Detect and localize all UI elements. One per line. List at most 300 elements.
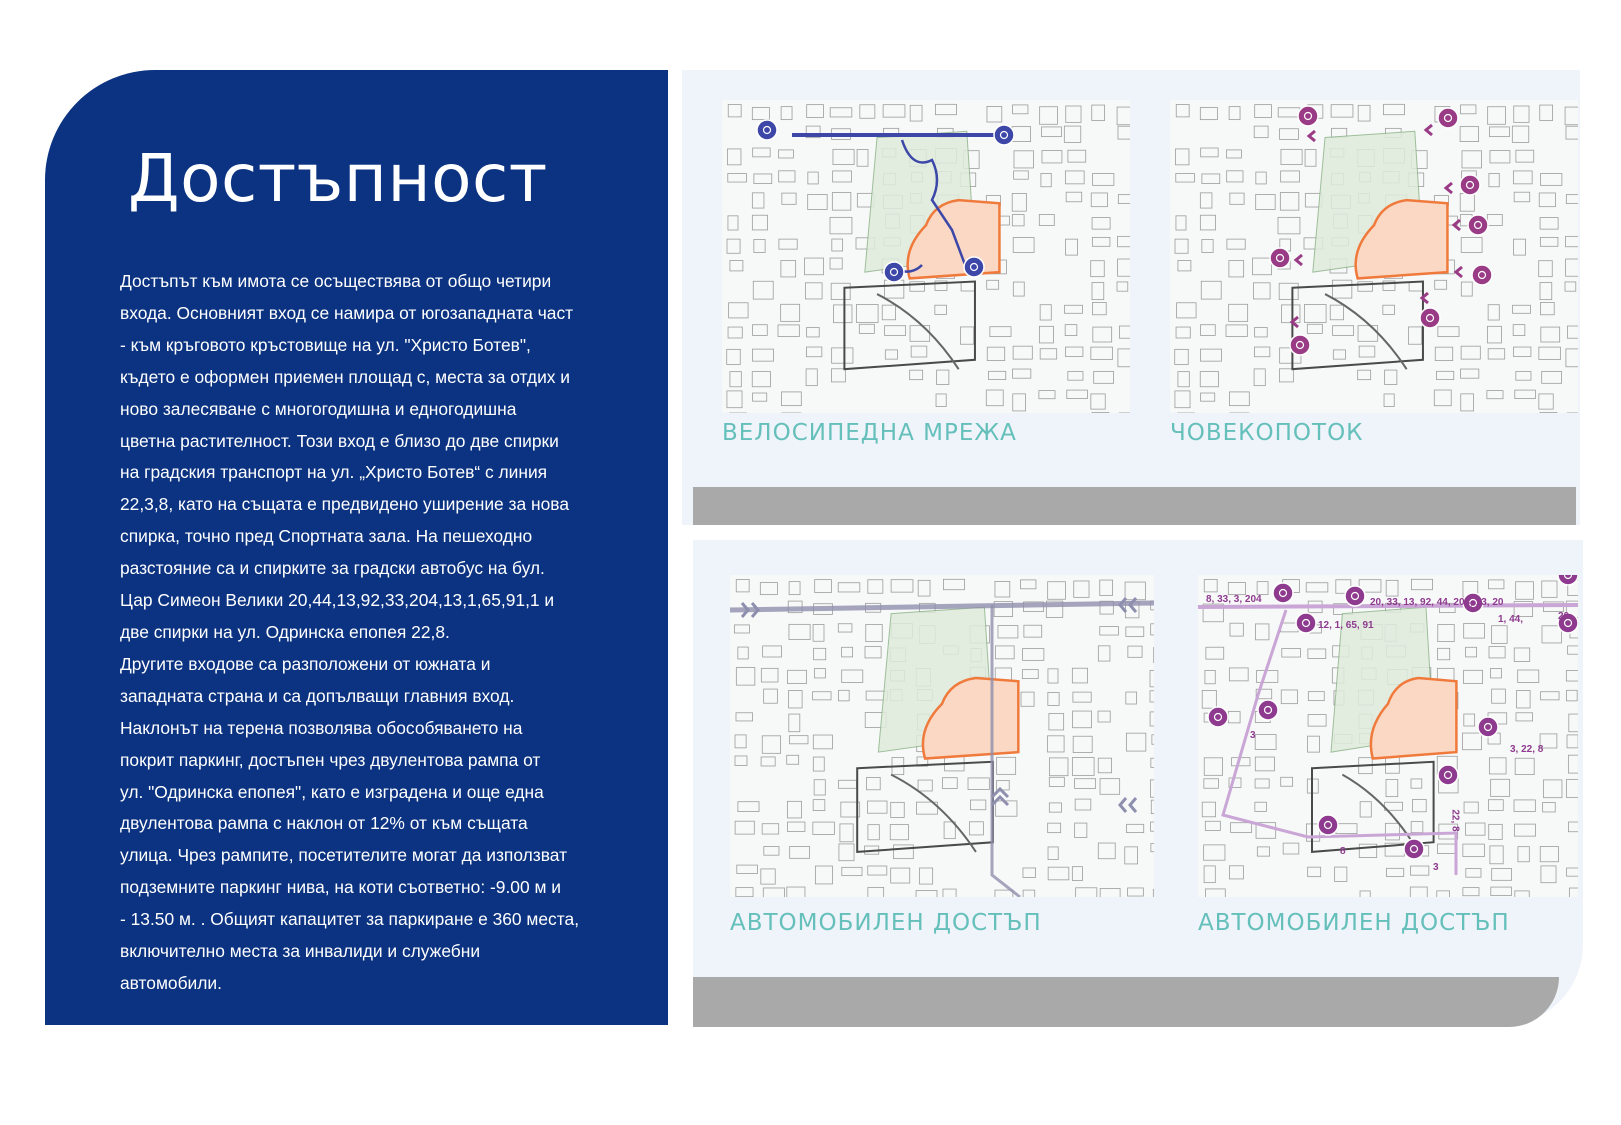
building-block bbox=[1566, 780, 1578, 798]
building-block bbox=[1206, 647, 1224, 659]
bus-icon bbox=[1273, 583, 1293, 603]
building-block bbox=[1066, 239, 1078, 255]
building-block bbox=[806, 369, 817, 386]
building-block bbox=[1021, 580, 1036, 589]
bus-icon bbox=[1558, 575, 1578, 585]
building-block bbox=[1065, 171, 1084, 184]
building-block bbox=[1461, 105, 1476, 114]
building-block bbox=[1227, 171, 1243, 182]
building-block bbox=[1040, 107, 1058, 125]
pedestrian-flow-map bbox=[1170, 100, 1578, 413]
building-block bbox=[1075, 799, 1091, 810]
building-block bbox=[1228, 712, 1240, 723]
building-block bbox=[1153, 889, 1154, 897]
building-block bbox=[1385, 823, 1399, 840]
building-block bbox=[1515, 758, 1534, 774]
building-block bbox=[1023, 890, 1035, 897]
building-block bbox=[1408, 327, 1421, 344]
bus-icon bbox=[1318, 815, 1338, 835]
building-block bbox=[998, 626, 1018, 638]
building-block bbox=[1466, 869, 1481, 878]
building-block bbox=[1331, 105, 1353, 117]
building-block bbox=[1013, 105, 1028, 114]
building-block bbox=[1518, 670, 1539, 682]
building-block bbox=[1464, 623, 1485, 638]
building-block bbox=[842, 867, 862, 875]
building-block bbox=[1539, 193, 1555, 207]
building-block bbox=[1256, 172, 1266, 184]
building-block bbox=[814, 648, 826, 659]
building-block bbox=[764, 689, 778, 703]
building-block bbox=[1014, 171, 1029, 179]
building-block bbox=[1306, 583, 1328, 592]
building-block bbox=[1255, 735, 1276, 750]
building-block bbox=[736, 888, 753, 897]
building-block bbox=[1409, 282, 1423, 291]
building-block bbox=[1539, 261, 1553, 277]
building-block bbox=[1461, 282, 1472, 296]
building-block bbox=[1073, 736, 1092, 752]
building-block bbox=[781, 392, 801, 406]
building-block bbox=[1176, 104, 1189, 116]
building-block bbox=[789, 714, 800, 732]
building-block bbox=[1202, 802, 1215, 817]
building-block bbox=[936, 394, 946, 407]
building-block bbox=[1068, 150, 1086, 162]
building-block bbox=[1515, 891, 1529, 897]
building-block bbox=[1150, 670, 1154, 686]
building-block bbox=[1230, 623, 1243, 636]
bus-icon bbox=[1208, 707, 1228, 727]
building-block bbox=[1412, 799, 1426, 811]
building-block bbox=[1438, 648, 1450, 659]
paragraph-1: Достъпът към имота се осъществява от общо четири входа. Основният вход се намира от югозападната част - към кръговото кръстовище на ул. "Христо Ботев", където е оформен приемен площад с, места за отдих и ново залесяване с многогодишна и едногодишна цветна растителност. Този вход е близо до две спирки на градския транспорт на ул. „Христо Ботев“ с линия 22,3,8, като на същата е предвидено уширение за нова спирка, точно пред Спортната зала. На пешеходно разстояние са и спирките за градски автобус на бул. Цар Симеон Велики 20,44,13,92,33,204,13,1,65,91,1 и две спирки на ул. Одринска епопея 22,8. bbox=[120, 271, 574, 642]
bicycle-icon bbox=[757, 120, 777, 140]
building-block bbox=[918, 580, 930, 596]
building-block bbox=[1255, 779, 1269, 788]
building-block bbox=[1569, 714, 1578, 732]
building-block bbox=[910, 105, 922, 121]
building-block bbox=[1091, 261, 1105, 277]
bus-icon bbox=[1258, 700, 1278, 720]
building-block bbox=[1488, 107, 1506, 125]
building-block bbox=[1175, 391, 1190, 408]
pedestrian-icon bbox=[1438, 108, 1458, 128]
building-block bbox=[1255, 802, 1267, 811]
building-block bbox=[761, 757, 775, 766]
building-block bbox=[1383, 305, 1395, 314]
pedestrian-icon bbox=[1290, 335, 1310, 355]
building-block bbox=[1280, 129, 1299, 140]
building-block bbox=[815, 866, 832, 884]
building-block bbox=[1281, 777, 1293, 786]
building-block bbox=[1151, 624, 1154, 635]
building-block bbox=[1541, 327, 1560, 342]
building-block bbox=[1358, 370, 1371, 379]
building-block bbox=[789, 624, 810, 639]
building-block bbox=[885, 350, 897, 359]
building-block bbox=[1012, 193, 1026, 211]
building-block bbox=[1308, 649, 1326, 659]
page-title: Достъпност bbox=[128, 140, 548, 217]
building-block bbox=[910, 370, 923, 379]
building-block bbox=[1330, 305, 1343, 320]
building-block bbox=[1040, 349, 1057, 359]
building-block bbox=[1226, 325, 1247, 337]
building-block bbox=[1042, 151, 1062, 163]
building-block bbox=[1048, 823, 1061, 832]
building-block bbox=[1202, 174, 1220, 184]
building-block bbox=[752, 108, 769, 120]
pedestrian-icon bbox=[1472, 265, 1492, 285]
building-block bbox=[1204, 845, 1225, 860]
bus-lines-label: 20, 33, 13, 92, 44, 204, 13, 20 bbox=[1370, 597, 1504, 608]
building-block bbox=[868, 580, 883, 594]
building-block bbox=[944, 822, 955, 839]
public-transport-label: АВТОМОБИЛЕН ДОСТЪП bbox=[1198, 910, 1510, 936]
building-block bbox=[1489, 127, 1509, 137]
pedestrian-icon bbox=[1420, 308, 1440, 328]
building-block bbox=[1333, 350, 1345, 359]
building-block bbox=[1126, 627, 1144, 637]
building-block bbox=[1013, 282, 1024, 296]
bus-lines-label: 8, 33, 3, 204 bbox=[1206, 594, 1262, 605]
building-block bbox=[1014, 151, 1033, 168]
building-block bbox=[1492, 868, 1512, 880]
building-block bbox=[1175, 349, 1189, 364]
building-block bbox=[806, 347, 821, 357]
building-block bbox=[1178, 372, 1189, 387]
building-block bbox=[1516, 582, 1534, 600]
building-block bbox=[1126, 733, 1145, 751]
building-block bbox=[1542, 371, 1562, 383]
building-block bbox=[935, 305, 947, 314]
building-block bbox=[1176, 174, 1195, 183]
pedestrian-icon bbox=[1270, 248, 1290, 268]
building-block bbox=[760, 583, 777, 595]
path-curve bbox=[1342, 775, 1418, 852]
building-block bbox=[833, 305, 851, 323]
building-block bbox=[1200, 215, 1215, 230]
building-block bbox=[1489, 824, 1503, 839]
car-access-map bbox=[730, 575, 1154, 897]
building-block bbox=[1411, 779, 1422, 788]
building-block bbox=[1229, 107, 1240, 120]
building-block bbox=[1200, 193, 1212, 208]
building-block bbox=[1092, 302, 1106, 314]
building-block bbox=[1540, 302, 1554, 314]
pedestrian-icon bbox=[1468, 215, 1488, 235]
building-block bbox=[1513, 305, 1531, 313]
building-block bbox=[839, 844, 854, 861]
building-block bbox=[814, 780, 825, 795]
building-block bbox=[1514, 239, 1526, 255]
building-block bbox=[1200, 108, 1217, 120]
building-block bbox=[1487, 391, 1503, 399]
building-block bbox=[1304, 305, 1326, 323]
building-block bbox=[1100, 580, 1113, 595]
building-block bbox=[1278, 108, 1300, 117]
building-block bbox=[1255, 105, 1272, 118]
building-block bbox=[1565, 282, 1576, 291]
building-block bbox=[1072, 867, 1082, 881]
building-block bbox=[1151, 822, 1154, 831]
building-block bbox=[1073, 692, 1091, 702]
building-block bbox=[1256, 194, 1275, 209]
building-block bbox=[960, 327, 973, 344]
chevron-icon bbox=[1309, 131, 1315, 141]
building-block bbox=[1065, 325, 1077, 336]
building-block bbox=[1489, 173, 1499, 186]
building-block bbox=[727, 149, 741, 165]
building-block bbox=[942, 778, 957, 789]
building-block bbox=[781, 304, 800, 321]
building-block bbox=[1126, 692, 1137, 704]
building-block bbox=[1200, 372, 1218, 387]
building-block bbox=[1118, 236, 1130, 246]
building-block bbox=[1074, 581, 1089, 597]
bus-icon bbox=[1404, 839, 1424, 859]
building-block bbox=[1566, 195, 1578, 204]
building-block bbox=[968, 778, 989, 790]
building-block bbox=[1565, 107, 1578, 125]
building-block bbox=[1119, 326, 1130, 338]
building-block bbox=[1231, 823, 1252, 833]
building-block bbox=[1118, 126, 1130, 139]
building-block bbox=[1254, 369, 1265, 386]
building-block bbox=[735, 735, 746, 748]
building-block bbox=[1488, 349, 1505, 359]
building-block bbox=[1229, 304, 1248, 321]
chevron-icon bbox=[1456, 267, 1462, 277]
building-block bbox=[990, 327, 1011, 337]
building-block bbox=[987, 280, 999, 289]
building-block bbox=[1255, 327, 1268, 336]
building-block bbox=[838, 583, 860, 592]
building-block bbox=[833, 171, 852, 182]
building-block bbox=[1076, 888, 1097, 897]
building-block bbox=[814, 669, 825, 678]
building-block bbox=[1360, 802, 1371, 817]
building-block bbox=[805, 258, 824, 275]
building-block bbox=[1463, 844, 1485, 856]
building-block bbox=[1012, 215, 1024, 226]
building-block bbox=[833, 149, 854, 164]
building-block bbox=[781, 261, 796, 277]
building-block bbox=[727, 239, 740, 253]
building-block bbox=[1566, 671, 1578, 681]
building-block bbox=[1281, 171, 1300, 182]
body-text bbox=[120, 266, 610, 1000]
building-block bbox=[1039, 391, 1055, 399]
building-block bbox=[738, 647, 748, 659]
pedestrian-icon bbox=[1298, 106, 1318, 126]
bus-lines-label: 12, 1, 65, 91 bbox=[1318, 620, 1374, 631]
building-block bbox=[1308, 715, 1326, 727]
building-block bbox=[789, 690, 803, 707]
building-block bbox=[1049, 803, 1061, 812]
chevron-icon bbox=[992, 789, 1008, 805]
building-block bbox=[1176, 216, 1186, 230]
building-block bbox=[1336, 824, 1357, 834]
building-block bbox=[1228, 583, 1245, 595]
building-block bbox=[736, 668, 755, 686]
building-block bbox=[727, 391, 742, 408]
building-block bbox=[1489, 647, 1505, 658]
building-block bbox=[995, 646, 1014, 659]
building-block bbox=[1204, 866, 1215, 883]
card-shadow-bottom bbox=[693, 977, 1559, 1027]
building-block bbox=[1386, 580, 1398, 596]
building-block bbox=[1489, 580, 1504, 589]
building-block bbox=[1152, 735, 1154, 744]
chevron-icon bbox=[1446, 183, 1452, 193]
building-block bbox=[778, 150, 793, 158]
building-block bbox=[987, 106, 1002, 122]
building-block bbox=[1255, 757, 1274, 771]
building-block bbox=[860, 105, 875, 119]
building-block bbox=[1200, 325, 1215, 336]
building-block bbox=[781, 107, 792, 120]
building-block bbox=[1022, 670, 1038, 679]
road-line bbox=[730, 603, 1154, 610]
building-block bbox=[1041, 173, 1051, 186]
building-block bbox=[790, 846, 810, 858]
building-block bbox=[1514, 800, 1535, 812]
building-block bbox=[729, 303, 748, 318]
card-shadow-top bbox=[693, 487, 1576, 525]
building-block bbox=[1438, 625, 1454, 642]
building-block bbox=[1489, 758, 1506, 774]
bicycle-network-map bbox=[722, 100, 1130, 413]
building-block bbox=[1308, 736, 1320, 752]
building-block bbox=[1462, 151, 1481, 168]
building-block bbox=[1516, 713, 1533, 721]
building-block bbox=[1542, 581, 1557, 597]
building-block bbox=[778, 325, 799, 337]
building-block bbox=[1098, 711, 1110, 722]
building-block bbox=[753, 393, 767, 401]
building-block bbox=[838, 624, 852, 632]
building-block bbox=[1465, 823, 1485, 835]
building-block bbox=[1279, 283, 1298, 299]
building-block bbox=[752, 349, 773, 361]
building-block bbox=[1072, 668, 1087, 683]
building-block bbox=[1128, 646, 1142, 657]
building-block bbox=[1541, 692, 1559, 700]
building-block bbox=[763, 888, 784, 897]
building-block bbox=[1024, 625, 1042, 637]
building-block bbox=[813, 822, 835, 834]
building-block bbox=[1490, 151, 1510, 163]
building-block bbox=[1091, 394, 1105, 409]
building-block bbox=[1492, 626, 1508, 644]
bicycle-icon bbox=[994, 125, 1014, 145]
building-block bbox=[735, 756, 747, 765]
building-block bbox=[1041, 127, 1061, 137]
building-block bbox=[1257, 671, 1278, 683]
building-block bbox=[891, 802, 905, 817]
building-block bbox=[1278, 217, 1300, 233]
building-block bbox=[1512, 126, 1528, 142]
building-block bbox=[1463, 733, 1482, 750]
building-block bbox=[1543, 802, 1556, 811]
bus-lines-label: 22, 8 bbox=[1449, 809, 1461, 832]
building-block bbox=[815, 580, 832, 593]
bus-icon bbox=[1345, 586, 1365, 606]
building-block bbox=[1013, 394, 1026, 411]
building-block bbox=[890, 825, 908, 840]
building-block bbox=[831, 283, 850, 299]
building-block bbox=[1117, 107, 1130, 125]
building-block bbox=[866, 625, 882, 642]
building-block bbox=[727, 349, 741, 364]
building-block bbox=[764, 847, 779, 856]
building-block bbox=[730, 260, 743, 270]
building-block bbox=[1540, 283, 1552, 300]
building-block bbox=[1205, 821, 1220, 830]
building-block bbox=[1068, 372, 1083, 381]
building-block bbox=[1047, 736, 1064, 752]
building-block bbox=[790, 736, 808, 744]
building-block bbox=[1150, 712, 1154, 726]
building-block bbox=[1540, 105, 1553, 120]
building-block bbox=[752, 215, 767, 230]
building-block bbox=[859, 324, 874, 333]
building-block bbox=[737, 865, 758, 873]
sports-complex bbox=[857, 762, 993, 852]
building-block bbox=[1176, 327, 1190, 338]
building-block bbox=[1039, 326, 1053, 343]
building-block bbox=[1229, 866, 1243, 879]
building-block bbox=[1202, 239, 1213, 252]
pedestrian-flow-label: ЧОВЕКОПОТОК bbox=[1170, 420, 1364, 446]
building-block bbox=[1411, 579, 1432, 589]
building-block bbox=[761, 668, 778, 682]
building-block bbox=[987, 347, 1004, 360]
building-block bbox=[831, 369, 845, 382]
chevron-icon bbox=[1426, 125, 1432, 135]
building-block bbox=[1308, 692, 1324, 701]
building-block bbox=[1177, 303, 1196, 318]
building-block bbox=[1464, 714, 1475, 726]
building-block bbox=[1100, 888, 1120, 897]
building-block bbox=[1201, 281, 1221, 299]
building-block bbox=[736, 579, 749, 591]
bus-lines-label: 1, 44, bbox=[1498, 614, 1524, 625]
building-block bbox=[1280, 193, 1299, 211]
building-block bbox=[728, 216, 738, 230]
building-block bbox=[997, 757, 1016, 774]
building-block bbox=[1128, 888, 1144, 896]
building-block bbox=[1253, 283, 1270, 299]
building-block bbox=[1075, 779, 1096, 789]
building-block bbox=[1100, 779, 1120, 795]
building-block bbox=[754, 174, 772, 184]
building-block bbox=[1281, 690, 1297, 704]
building-block bbox=[1464, 670, 1483, 683]
building-block bbox=[1229, 668, 1248, 681]
bus-lines-label: 3 bbox=[1433, 862, 1439, 873]
building-block bbox=[1151, 844, 1154, 852]
building-block bbox=[789, 582, 800, 595]
chevron-icon bbox=[1296, 255, 1302, 265]
bus-lines-label: 3 bbox=[1250, 730, 1256, 741]
building-block bbox=[787, 887, 805, 897]
building-block bbox=[916, 890, 937, 897]
building-block bbox=[882, 305, 895, 320]
building-block bbox=[813, 735, 832, 749]
